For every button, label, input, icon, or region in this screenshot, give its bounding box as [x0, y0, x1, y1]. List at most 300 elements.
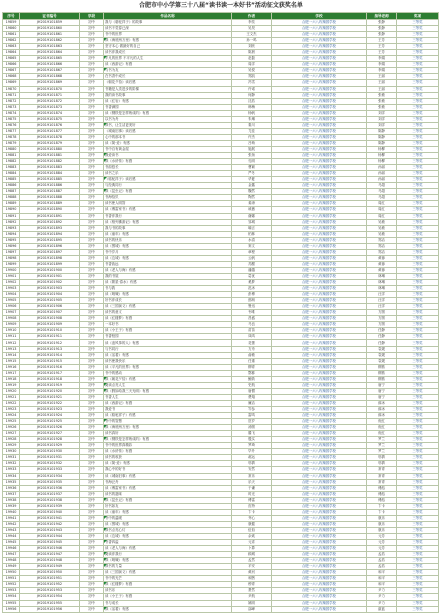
cell-cert-no[interactable]: JH2019101908	[20, 316, 80, 322]
column-header[interactable]: 奖项	[397, 13, 439, 20]
cell-school[interactable]: 合肥一六八玫瑰园学校	[272, 189, 367, 195]
cell-stage[interactable]: 初中	[80, 255, 104, 261]
cell-cert-no[interactable]: JH2019101906	[20, 304, 80, 310]
cell-cert-no[interactable]: JH2019101915	[20, 358, 80, 364]
cell-work-title[interactable]: 以书为舟	[104, 116, 232, 122]
cell-author[interactable]: 花蕾	[232, 340, 272, 346]
cell-stage[interactable]: 初中	[80, 388, 104, 394]
cell-work-title[interactable]: 读书的力量	[104, 564, 232, 570]
cell-award[interactable]: 三等奖	[397, 461, 439, 467]
column-header[interactable]: 学校	[272, 13, 367, 20]
cell-work-title[interactable]: 书中的世界真精彩	[104, 443, 232, 449]
cell-teacher[interactable]: 柳燕	[367, 376, 397, 382]
cell-cert-no[interactable]: JH2019101954	[20, 594, 80, 600]
cell-school[interactable]: 合肥一六八玫瑰园学校	[272, 267, 367, 273]
cell-author[interactable]: 马良	[232, 322, 272, 328]
cell-award[interactable]: 三等奖	[397, 533, 439, 539]
cell-index[interactable]: 19887	[3, 189, 20, 195]
cell-award[interactable]: 三等奖	[397, 189, 439, 195]
cell-author[interactable]: 陈晨	[232, 50, 272, 56]
cell-work-title[interactable]: 书香伴我行	[104, 213, 232, 219]
cell-cert-no[interactable]: JH2019101873	[20, 104, 80, 110]
cell-stage[interactable]: 初中	[80, 38, 104, 44]
cell-work-title[interactable]: 读书，让生活更美好	[104, 122, 232, 128]
cell-teacher[interactable]: 马超	[367, 183, 397, 189]
cell-school[interactable]: 合肥一六八玫瑰园学校	[272, 479, 367, 485]
cell-school[interactable]: 合肥一六八玫瑰园学校	[272, 98, 367, 104]
cell-author[interactable]: 平安	[232, 564, 272, 570]
cell-author[interactable]: 郎朗	[232, 298, 272, 304]
cell-award[interactable]: 三等奖	[397, 20, 439, 26]
cell-work-title[interactable]: 书中的智慧	[104, 419, 232, 425]
cell-stage[interactable]: 初中	[80, 104, 104, 110]
cell-work-title[interactable]: 一本好书	[104, 322, 232, 328]
cell-cert-no[interactable]: JH2019101862	[20, 38, 80, 44]
cell-work-title[interactable]: 心中的那本书	[104, 134, 232, 140]
cell-teacher[interactable]: 李娟	[367, 68, 397, 74]
cell-school[interactable]: 合肥一六八玫瑰园学校	[272, 594, 367, 600]
cell-cert-no[interactable]: JH2019101893	[20, 225, 80, 231]
cell-school[interactable]: 合肥一六八玫瑰园学校	[272, 328, 367, 334]
cell-stage[interactable]: 初中	[80, 56, 104, 62]
cell-award[interactable]: 三等奖	[397, 570, 439, 576]
cell-award[interactable]: 三等奖	[397, 485, 439, 491]
cell-work-title[interactable]: 读《钢铁是怎样炼成的》有感	[104, 437, 232, 443]
cell-teacher[interactable]: 卞卡	[367, 503, 397, 509]
cell-index[interactable]: 19938	[3, 497, 20, 503]
cell-school[interactable]: 合肥一六八玫瑰园学校	[272, 171, 367, 177]
cell-cert-no[interactable]: JH2019101900	[20, 267, 80, 273]
cell-cert-no[interactable]: JH2019101952	[20, 582, 80, 588]
cell-author[interactable]: 王文杰	[232, 32, 272, 38]
cell-school[interactable]: 合肥一六八玫瑰园学校	[272, 243, 367, 249]
cell-index[interactable]: 19927	[3, 431, 20, 437]
cell-work-title[interactable]: 读《老人与海》有感	[104, 546, 232, 552]
cell-index[interactable]: 19892	[3, 219, 20, 225]
cell-teacher[interactable]: 袁媛	[367, 346, 397, 352]
cell-teacher[interactable]: 孟浩	[367, 558, 397, 564]
cell-index[interactable]: 19906	[3, 304, 20, 310]
cell-work-title[interactable]: 读书的快乐	[104, 237, 232, 243]
cell-award[interactable]: 三等奖	[397, 328, 439, 334]
cell-award[interactable]: 三等奖	[397, 352, 439, 358]
cell-index[interactable]: 19923	[3, 407, 20, 413]
cell-index[interactable]: 19893	[3, 225, 20, 231]
cell-teacher[interactable]: 周红	[367, 201, 397, 207]
cell-work-title[interactable]: 我爱书	[104, 407, 232, 413]
cell-stage[interactable]: 初中	[80, 473, 104, 479]
cell-cert-no[interactable]: JH2019101919	[20, 382, 80, 388]
cell-cert-no[interactable]: JH2019101953	[20, 588, 80, 594]
cell-cert-no[interactable]: JH2019101886	[20, 183, 80, 189]
cell-cert-no[interactable]: JH2019101946	[20, 546, 80, 552]
cell-cert-no[interactable]: JH2019101927	[20, 431, 80, 437]
cell-stage[interactable]: 初中	[80, 207, 104, 213]
cell-teacher[interactable]: 李娟	[367, 62, 397, 68]
cell-award[interactable]: 三等奖	[397, 183, 439, 189]
cell-index[interactable]: 19863	[3, 44, 20, 50]
cell-award[interactable]: 三等奖	[397, 243, 439, 249]
cell-cert-no[interactable]: JH2019101932	[20, 461, 80, 467]
cell-work-title[interactable]: 书中自有黄金屋	[104, 146, 232, 152]
cell-author[interactable]: 酆都	[232, 370, 272, 376]
cell-work-title[interactable]: 读《呐喊》有感	[104, 292, 232, 298]
cell-school[interactable]: 合肥一六八玫瑰园学校	[272, 461, 367, 467]
cell-award[interactable]: 三等奖	[397, 237, 439, 243]
cell-award[interactable]: 三等奖	[397, 122, 439, 128]
cell-author[interactable]: 廉洁	[232, 400, 272, 406]
cell-index[interactable]: 19928	[3, 437, 20, 443]
cell-school[interactable]: 合肥一六八玫瑰园学校	[272, 225, 367, 231]
cell-index[interactable]: 19875	[3, 116, 20, 122]
cell-stage[interactable]: 初中	[80, 153, 104, 159]
cell-cert-no[interactable]: JH2019101879	[20, 140, 80, 146]
cell-stage[interactable]: 初中	[80, 431, 104, 437]
cell-award[interactable]: 三等奖	[397, 606, 439, 612]
cell-school[interactable]: 合肥一六八玫瑰园学校	[272, 255, 367, 261]
cell-index[interactable]: 19911	[3, 334, 20, 340]
cell-work-title[interactable]: 读《红楼梦》有感	[104, 582, 232, 588]
cell-index[interactable]: 19939	[3, 503, 20, 509]
cell-school[interactable]: 合肥一六八玫瑰园学校	[272, 177, 367, 183]
cell-school[interactable]: 合肥一六八玫瑰园学校	[272, 128, 367, 134]
cell-work-title[interactable]: 书中的光芒	[104, 576, 232, 582]
cell-author[interactable]: 章程	[232, 249, 272, 255]
cell-author[interactable]: 许杰	[232, 134, 272, 140]
cell-index[interactable]: 19867	[3, 68, 20, 74]
cell-school[interactable]: 合肥一六八玫瑰园学校	[272, 582, 367, 588]
cell-index[interactable]: 19905	[3, 298, 20, 304]
cell-cert-no[interactable]: JH2019101928	[20, 437, 80, 443]
cell-award[interactable]: 三等奖	[397, 576, 439, 582]
cell-work-title[interactable]: 读《小王子》有感	[104, 328, 232, 334]
cell-stage[interactable]: 初中	[80, 280, 104, 286]
cell-cert-no[interactable]: JH2019101860	[20, 26, 80, 32]
cell-teacher[interactable]: 罗兰	[367, 437, 397, 443]
cell-index[interactable]: 19914	[3, 352, 20, 358]
cell-school[interactable]: 合肥一六八玫瑰园学校	[272, 515, 367, 521]
cell-cert-no[interactable]: JH2019101941	[20, 515, 80, 521]
cell-award[interactable]: 三等奖	[397, 509, 439, 515]
cell-school[interactable]: 合肥一六八玫瑰园学校	[272, 292, 367, 298]
cell-teacher[interactable]: 薛冰	[367, 407, 397, 413]
cell-cert-no[interactable]: JH2019101870	[20, 86, 80, 92]
cell-school[interactable]: 合肥一六八玫瑰园学校	[272, 261, 367, 267]
cell-school[interactable]: 合肥一六八玫瑰园学校	[272, 497, 367, 503]
cell-teacher[interactable]: 薛冰	[367, 400, 397, 406]
cell-teacher[interactable]: 尹力	[367, 600, 397, 606]
cell-teacher[interactable]: 吴敏	[367, 225, 397, 231]
cell-work-title[interactable]: 读书的收获	[104, 455, 232, 461]
cell-teacher[interactable]: 柳燕	[367, 364, 397, 370]
cell-stage[interactable]: 初中	[80, 527, 104, 533]
cell-stage[interactable]: 初中	[80, 413, 104, 419]
cell-cert-no[interactable]: JH2019101881	[20, 153, 80, 159]
cell-work-title[interactable]: 书与成长	[104, 600, 232, 606]
cell-author[interactable]: 郑凯	[232, 74, 272, 80]
cell-author[interactable]: 邹城	[232, 219, 272, 225]
cell-work-title[interactable]: 书香四溢	[104, 540, 232, 546]
cell-work-title[interactable]: 书香致远	[104, 261, 232, 267]
cell-teacher[interactable]: 汪洋	[367, 304, 397, 310]
cell-stage[interactable]: 初中	[80, 92, 104, 98]
cell-award[interactable]: 三等奖	[397, 128, 439, 134]
cell-author[interactable]: 雷鸣	[232, 413, 272, 419]
cell-cert-no[interactable]: JH2019101859	[20, 20, 80, 26]
cell-teacher[interactable]: 任静	[367, 328, 397, 334]
cell-author[interactable]: 姜涛	[232, 201, 272, 207]
cell-teacher[interactable]: 张敏	[367, 104, 397, 110]
cell-award[interactable]: 三等奖	[397, 159, 439, 165]
cell-stage[interactable]: 初中	[80, 491, 104, 497]
cell-author[interactable]: 孟然	[232, 558, 272, 564]
cell-cert-no[interactable]: JH2019101938	[20, 497, 80, 503]
cell-index[interactable]: 19918	[3, 376, 20, 382]
cell-index[interactable]: 19874	[3, 110, 20, 116]
cell-index[interactable]: 19956	[3, 606, 20, 612]
cell-cert-no[interactable]: JH2019101871	[20, 92, 80, 98]
cell-cert-no[interactable]: JH2019101955	[20, 600, 80, 606]
cell-index[interactable]: 19898	[3, 255, 20, 261]
cell-school[interactable]: 合肥一六八玫瑰园学校	[272, 62, 367, 68]
cell-stage[interactable]: 初中	[80, 594, 104, 600]
cell-author[interactable]: 孙一鸣	[232, 38, 272, 44]
cell-index[interactable]: 19902	[3, 280, 20, 286]
cell-work-title[interactable]: 读《围城》有感	[104, 243, 232, 249]
cell-work-title[interactable]: 读书使我快乐	[104, 358, 232, 364]
cell-award[interactable]: 三等奖	[397, 286, 439, 292]
cell-author[interactable]: 凤鸣	[232, 334, 272, 340]
cell-award[interactable]: 三等奖	[397, 153, 439, 159]
cell-school[interactable]: 合肥一六八玫瑰园学校	[272, 32, 367, 38]
cell-school[interactable]: 合肥一六八玫瑰园学校	[272, 304, 367, 310]
cell-cert-no[interactable]: JH2019101905	[20, 298, 80, 304]
cell-author[interactable]: 时光	[232, 491, 272, 497]
cell-author[interactable]: 何静	[232, 92, 272, 98]
column-header[interactable]: 作品名称	[104, 13, 232, 20]
cell-index[interactable]: 19869	[3, 80, 20, 86]
cell-award[interactable]: 三等奖	[397, 527, 439, 533]
cell-teacher[interactable]: 康乐	[367, 527, 397, 533]
cell-stage[interactable]: 初中	[80, 370, 104, 376]
cell-index[interactable]: 19872	[3, 98, 20, 104]
cell-teacher[interactable]: 孙丽	[367, 165, 397, 171]
cell-stage[interactable]: 初中	[80, 485, 104, 491]
cell-stage[interactable]: 初中	[80, 364, 104, 370]
cell-work-title[interactable]: 读《小王子》有感	[104, 594, 232, 600]
cell-index[interactable]: 19900	[3, 267, 20, 273]
cell-stage[interactable]: 初中	[80, 50, 104, 56]
cell-author[interactable]: 华夏	[232, 177, 272, 183]
cell-index[interactable]: 19882	[3, 159, 20, 165]
cell-award[interactable]: 三等奖	[397, 540, 439, 546]
cell-work-title[interactable]: 《骆驼祥子》读后感	[104, 177, 232, 183]
cell-author[interactable]: 皮特	[232, 503, 272, 509]
cell-work-title[interactable]: 书香满园	[104, 104, 232, 110]
cell-work-title[interactable]: 读《朝花夕拾》有感	[104, 376, 232, 382]
cell-author[interactable]: 尤佳	[232, 128, 272, 134]
cell-index[interactable]: 19955	[3, 600, 20, 606]
cell-award[interactable]: 三等奖	[397, 558, 439, 564]
cell-school[interactable]: 合肥一六八玫瑰园学校	[272, 153, 367, 159]
cell-cert-no[interactable]: JH2019101924	[20, 413, 80, 419]
cell-index[interactable]: 19883	[3, 165, 20, 171]
cell-cert-no[interactable]: JH2019101866	[20, 62, 80, 68]
cell-index[interactable]: 19881	[3, 153, 20, 159]
cell-award[interactable]: 三等奖	[397, 68, 439, 74]
cell-stage[interactable]: 初中	[80, 419, 104, 425]
cell-award[interactable]: 三等奖	[397, 600, 439, 606]
cell-award[interactable]: 三等奖	[397, 413, 439, 419]
cell-award[interactable]: 三等奖	[397, 195, 439, 201]
cell-stage[interactable]: 初中	[80, 195, 104, 201]
cell-cert-no[interactable]: JH2019101895	[20, 237, 80, 243]
cell-cert-no[interactable]: JH2019101949	[20, 564, 80, 570]
cell-award[interactable]: 三等奖	[397, 304, 439, 310]
cell-work-title[interactable]: 书籍是人类进步的阶梯	[104, 86, 232, 92]
cell-school[interactable]: 合肥一六八玫瑰园学校	[272, 273, 367, 279]
cell-award[interactable]: 三等奖	[397, 521, 439, 527]
cell-index[interactable]: 19944	[3, 533, 20, 539]
cell-school[interactable]: 合肥一六八玫瑰园学校	[272, 165, 367, 171]
cell-school[interactable]: 合肥一六八玫瑰园学校	[272, 122, 367, 128]
cell-stage[interactable]: 初中	[80, 443, 104, 449]
cell-index[interactable]: 19890	[3, 207, 20, 213]
cell-stage[interactable]: 初中	[80, 261, 104, 267]
cell-work-title[interactable]: 读《西游记》有感	[104, 400, 232, 406]
cell-teacher[interactable]: 孙丽	[367, 171, 397, 177]
cell-index[interactable]: 19908	[3, 316, 20, 322]
cell-author[interactable]: 滕飞	[232, 431, 272, 437]
cell-teacher[interactable]: 汪洋	[367, 298, 397, 304]
cell-cert-no[interactable]: JH2019101922	[20, 400, 80, 406]
cell-index[interactable]: 19876	[3, 122, 20, 128]
cell-author[interactable]: 潘越	[232, 267, 272, 273]
cell-teacher[interactable]: 元芳	[367, 546, 397, 552]
cell-author[interactable]: 柏林	[232, 231, 272, 237]
cell-work-title[interactable]: 读书的意义	[104, 310, 232, 316]
cell-award[interactable]: 三等奖	[397, 110, 439, 116]
cell-author[interactable]: 伍佰	[232, 527, 272, 533]
cell-teacher[interactable]: 陈静	[367, 128, 397, 134]
cell-work-title[interactable]: 《朝花夕拾》读后感	[104, 80, 232, 86]
cell-award[interactable]: 三等奖	[397, 564, 439, 570]
cell-author[interactable]: 朱琳	[232, 116, 272, 122]
cell-cert-no[interactable]: JH2019101940	[20, 509, 80, 515]
cell-award[interactable]: 三等奖	[397, 177, 439, 183]
cell-author[interactable]: 葛优	[232, 273, 272, 279]
cell-cert-no[interactable]: JH2019101920	[20, 388, 80, 394]
cell-stage[interactable]: 初中	[80, 606, 104, 612]
cell-teacher[interactable]: 张敏	[367, 98, 397, 104]
cell-stage[interactable]: 初中	[80, 540, 104, 546]
cell-work-title[interactable]: 读书使人明智	[104, 201, 232, 207]
cell-stage[interactable]: 初中	[80, 213, 104, 219]
cell-stage[interactable]: 初中	[80, 588, 104, 594]
cell-award[interactable]: 三等奖	[397, 431, 439, 437]
cell-work-title[interactable]: 读书真好	[104, 431, 232, 437]
cell-teacher[interactable]: 任静	[367, 334, 397, 340]
cell-cert-no[interactable]: JH2019101944	[20, 533, 80, 539]
cell-cert-no[interactable]: JH2019101865	[20, 56, 80, 62]
cell-stage[interactable]: 初中	[80, 376, 104, 382]
cell-school[interactable]: 合肥一六八玫瑰园学校	[272, 431, 367, 437]
cell-index[interactable]: 19865	[3, 56, 20, 62]
cell-teacher[interactable]: 罗兰	[367, 443, 397, 449]
cell-author[interactable]: 窦文	[232, 243, 272, 249]
cell-stage[interactable]: 初中	[80, 80, 104, 86]
cell-school[interactable]: 合肥一六八玫瑰园学校	[272, 213, 367, 219]
cell-work-title[interactable]: 读《格列佛游记》有感	[104, 219, 232, 225]
cell-stage[interactable]: 初中	[80, 243, 104, 249]
cell-work-title[interactable]: 读《呐喊》有感	[104, 558, 232, 564]
cell-school[interactable]: 合肥一六八玫瑰园学校	[272, 346, 367, 352]
cell-index[interactable]: 19929	[3, 443, 20, 449]
cell-award[interactable]: 三等奖	[397, 449, 439, 455]
cell-teacher[interactable]: 郑洁	[367, 243, 397, 249]
cell-author[interactable]: 黄河	[232, 570, 272, 576]
column-header[interactable]: 序号	[3, 13, 20, 20]
cell-cert-no[interactable]: JH2019101931	[20, 455, 80, 461]
cell-work-title[interactable]: 书中的感动	[104, 370, 232, 376]
cell-school[interactable]: 合肥一六八玫瑰园学校	[272, 533, 367, 539]
cell-award[interactable]: 三等奖	[397, 376, 439, 382]
cell-index[interactable]: 19925	[3, 419, 20, 425]
cell-work-title[interactable]: 我心中的好书	[104, 467, 232, 473]
cell-work-title[interactable]: 阅读伴我行	[104, 552, 232, 558]
cell-work-title[interactable]: 读《昆虫记》有感	[104, 497, 232, 503]
cell-cert-no[interactable]: JH2019101956	[20, 606, 80, 612]
cell-author[interactable]: 冯雪	[232, 80, 272, 86]
cell-index[interactable]: 19891	[3, 213, 20, 219]
cell-work-title[interactable]: 读《城南旧事》有感	[104, 473, 232, 479]
cell-index[interactable]: 19951	[3, 576, 20, 582]
cell-index[interactable]: 19910	[3, 328, 20, 334]
cell-school[interactable]: 合肥一六八玫瑰园学校	[272, 552, 367, 558]
cell-school[interactable]: 合肥一六八玫瑰园学校	[272, 576, 367, 582]
cell-author[interactable]: 严冬	[232, 171, 272, 177]
cell-cert-no[interactable]: JH2019101889	[20, 201, 80, 207]
cell-index[interactable]: 19945	[3, 540, 20, 546]
cell-author[interactable]: 吴悦	[232, 68, 272, 74]
cell-cert-no[interactable]: JH2019101892	[20, 219, 80, 225]
cell-teacher[interactable]: 常青	[367, 479, 397, 485]
cell-author[interactable]: 韦唯	[232, 310, 272, 316]
cell-cert-no[interactable]: JH2019101907	[20, 310, 80, 316]
cell-teacher[interactable]: 王芳	[367, 44, 397, 50]
cell-stage[interactable]: 初中	[80, 340, 104, 346]
cell-cert-no[interactable]: JH2019101937	[20, 491, 80, 497]
cell-work-title[interactable]: 读《骆驼祥子》有感	[104, 413, 232, 419]
cell-work-title[interactable]: 书中的温暖	[104, 515, 232, 521]
cell-index[interactable]: 19907	[3, 310, 20, 316]
cell-cert-no[interactable]: JH2019101876	[20, 122, 80, 128]
cell-index[interactable]: 19916	[3, 364, 20, 370]
cell-work-title[interactable]: 坚守本心 做最好的自己	[104, 44, 232, 50]
cell-award[interactable]: 三等奖	[397, 497, 439, 503]
cell-cert-no[interactable]: JH2019101904	[20, 292, 80, 298]
cell-cert-no[interactable]: JH2019101913	[20, 346, 80, 352]
cell-cert-no[interactable]: JH2019101926	[20, 425, 80, 431]
cell-author[interactable]: 邵峰	[232, 606, 272, 612]
cell-index[interactable]: 19880	[3, 146, 20, 152]
cell-index[interactable]: 19889	[3, 201, 20, 207]
cell-author[interactable]: 吴昊	[232, 26, 272, 32]
cell-teacher[interactable]: 刘洋	[367, 110, 397, 116]
cell-index[interactable]: 19948	[3, 558, 20, 564]
cell-work-title[interactable]: 读《童年》有感	[104, 231, 232, 237]
cell-stage[interactable]: 初中	[80, 165, 104, 171]
